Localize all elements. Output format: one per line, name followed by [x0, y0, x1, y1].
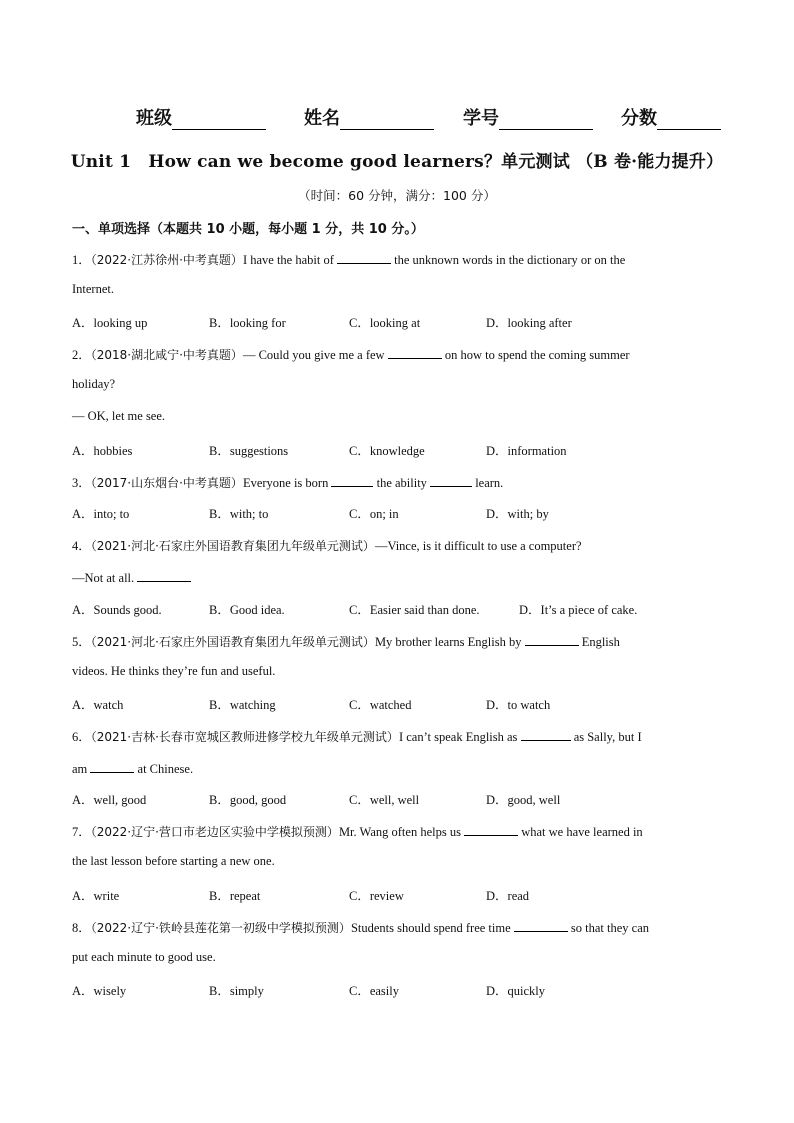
question-text: videos. He thinks they’re fun and useful. — [72, 664, 276, 678]
question-line — [72, 568, 191, 586]
option-b[interactable]: B．with; to — [209, 507, 269, 521]
question-line — [72, 950, 216, 965]
question-text: the last lesson before starting a new one. — [72, 854, 275, 868]
question-number: 6． — [72, 730, 91, 744]
question-text: Internet. — [72, 282, 114, 296]
question-line — [72, 632, 620, 650]
question-text: My brother learns English by — [374, 635, 525, 649]
question-text: Mr. Wang often helps us — [338, 825, 465, 839]
question-source: （2022·江苏徐州·中考真题） — [90, 253, 243, 267]
option-a[interactable]: A．looking up — [72, 316, 148, 330]
student-info-line — [0, 104, 794, 132]
option-b[interactable]: B．good, good — [209, 793, 287, 807]
option-c[interactable]: C．review — [349, 889, 404, 903]
question-line — [72, 854, 275, 869]
question-text: —Vince, is it difficult to use a computer? — [374, 539, 582, 553]
question-line — [72, 536, 582, 554]
answer-blank[interactable] — [337, 250, 391, 264]
answer-blank[interactable] — [514, 918, 568, 932]
question-text: on how to spend the coming summer — [441, 348, 630, 362]
option-a[interactable]: A．write — [72, 889, 120, 903]
option-d[interactable]: D．looking after — [486, 316, 572, 330]
question-text: the ability — [373, 476, 431, 490]
question-source: （2021·河北·石家庄外国语教育集团九年级单元测试） — [90, 635, 375, 649]
question-text: Students should spend free time — [350, 921, 514, 935]
question-text: what we have learned in — [518, 825, 643, 839]
option-b[interactable]: B．Good idea. — [209, 603, 285, 617]
answer-blank[interactable] — [525, 632, 579, 646]
option-d[interactable]: D．with; by — [486, 507, 549, 521]
question-text: learn. — [472, 476, 504, 490]
question-line — [72, 345, 630, 363]
option-a[interactable]: A．into; to — [72, 507, 130, 521]
question-source: （2021·河北·石家庄外国语教育集团九年级单元测试） — [90, 539, 375, 553]
question-text: put each minute to good use. — [72, 950, 216, 964]
option-c[interactable]: C．well, well — [349, 793, 420, 807]
question-number: 2． — [72, 348, 91, 362]
option-a[interactable]: A．watch — [72, 698, 124, 712]
question-line — [72, 664, 275, 679]
option-c[interactable]: C．on; in — [349, 507, 399, 521]
option-d[interactable]: D．good, well — [486, 793, 561, 807]
question-source: （2022·辽宁·铁岭县莲花第一初级中学模拟预测） — [90, 921, 351, 935]
option-b[interactable]: B．suggestions — [209, 444, 289, 458]
question-line — [72, 377, 115, 392]
question-source: （2021·吉林·长春市宽城区教师进修学校九年级单元测试） — [90, 730, 399, 744]
class-field[interactable] — [136, 104, 266, 130]
score-blank[interactable] — [657, 109, 721, 130]
question-source: （2022·辽宁·营口市老边区实验中学模拟预测） — [90, 825, 339, 839]
exam-title: Unit 1 How can we become good learners？单元测试 （B 卷·能力提升） — [70, 152, 724, 172]
score-field[interactable] — [621, 104, 721, 130]
option-a[interactable]: A．wisely — [72, 984, 127, 998]
question-text: — OK, let me see. — [72, 409, 166, 423]
option-d[interactable]: D．It’s a piece of cake. — [519, 603, 638, 617]
question-text: at Chinese. — [134, 762, 194, 776]
option-c[interactable]: C．knowledge — [349, 444, 425, 458]
question-text: so that they can — [567, 921, 649, 935]
question-source: （2017·山东烟台·中考真题） — [90, 476, 243, 490]
class-blank[interactable] — [172, 109, 266, 130]
question-line — [72, 822, 643, 840]
answer-blank[interactable] — [388, 345, 442, 359]
option-c[interactable]: C．looking at — [349, 316, 421, 330]
answer-blank[interactable] — [90, 759, 134, 773]
question-text: —Not at all. — [72, 571, 138, 585]
question-text: English — [578, 635, 620, 649]
option-a[interactable]: A．well, good — [72, 793, 147, 807]
answer-blank[interactable] — [521, 727, 571, 741]
question-number: 1． — [72, 253, 91, 267]
question-text: am — [72, 762, 91, 776]
question-source: （2018·湖北咸宁·中考真题） — [90, 348, 243, 362]
question-text: I have the habit of — [242, 253, 337, 267]
name-label: 姓名 — [304, 108, 340, 129]
question-text: the unknown words in the dictionary or on the — [391, 253, 626, 267]
name-field[interactable] — [304, 104, 434, 130]
question-line — [72, 759, 193, 777]
question-number: 3． — [72, 476, 91, 490]
option-b[interactable]: B．looking for — [209, 316, 286, 330]
exam-subtitle: （时间：60 分钟，满分：100 分） — [298, 188, 496, 203]
option-b[interactable]: B．repeat — [209, 889, 261, 903]
student-id-blank[interactable] — [499, 109, 593, 130]
question-text: holiday? — [72, 377, 116, 391]
question-text: Everyone is born — [242, 476, 332, 490]
answer-blank[interactable] — [331, 473, 373, 487]
option-c[interactable]: C．easily — [349, 984, 399, 998]
question-number: 5． — [72, 635, 91, 649]
score-label: 分数 — [621, 108, 657, 129]
question-text: — Could you give me a few — [242, 348, 388, 362]
option-d[interactable]: D．read — [486, 889, 530, 903]
question-line — [72, 727, 642, 745]
name-blank[interactable] — [340, 109, 434, 130]
section-heading: 一、单项选择（本题共 10 小题，每小题 1 分，共 10 分。） — [72, 222, 424, 237]
question-line — [72, 250, 625, 268]
option-d[interactable]: D．to watch — [486, 698, 551, 712]
question-number: 7． — [72, 825, 91, 839]
option-b[interactable]: B．watching — [209, 698, 276, 712]
student-id-field[interactable] — [463, 104, 593, 130]
option-d[interactable]: D．quickly — [486, 984, 546, 998]
student-id-label: 学号 — [463, 108, 499, 129]
question-text: as Sally, but I — [570, 730, 642, 744]
option-a[interactable]: A．Sounds good. — [72, 603, 162, 617]
question-line — [72, 473, 503, 491]
class-label: 班级 — [136, 108, 172, 129]
question-line — [72, 282, 114, 297]
answer-blank[interactable] — [137, 568, 191, 582]
question-line — [72, 409, 165, 424]
question-line — [72, 918, 649, 936]
answer-blank[interactable] — [464, 822, 518, 836]
option-b[interactable]: B．simply — [209, 984, 264, 998]
question-number: 8． — [72, 921, 91, 935]
option-d[interactable]: D．information — [486, 444, 567, 458]
option-a[interactable]: A．hobbies — [72, 444, 133, 458]
answer-blank[interactable] — [430, 473, 472, 487]
option-c[interactable]: C．Easier said than done. — [349, 603, 480, 617]
question-text: I can’t speak English as — [398, 730, 521, 744]
option-c[interactable]: C．watched — [349, 698, 412, 712]
question-number: 4． — [72, 539, 91, 553]
